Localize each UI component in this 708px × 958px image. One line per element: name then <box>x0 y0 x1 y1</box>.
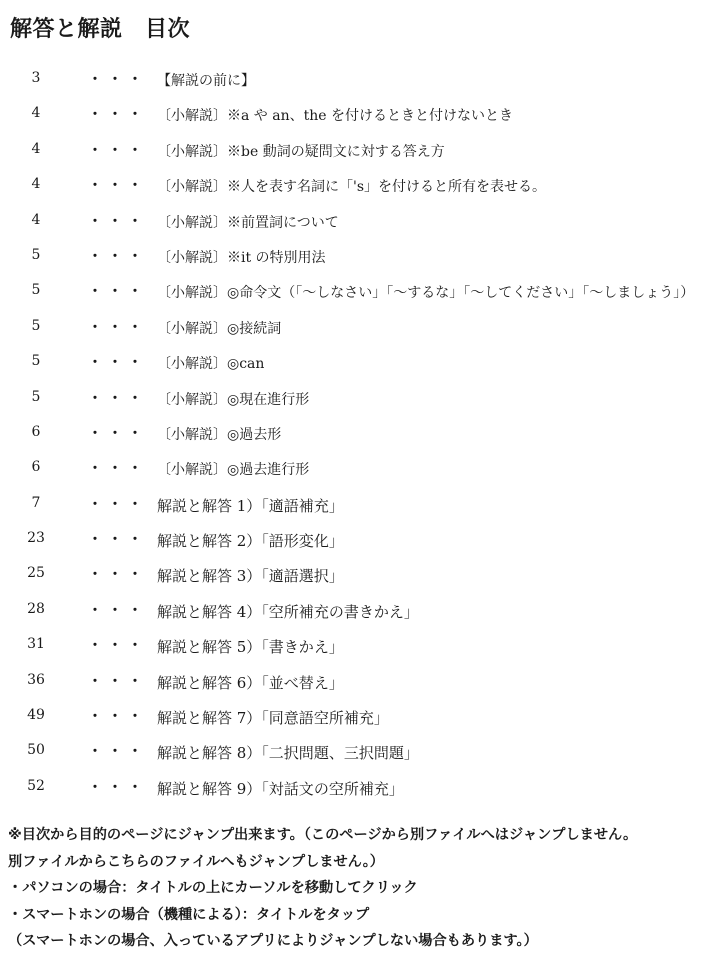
toc-leader-dots: ・・・ <box>88 532 148 549</box>
toc-leader-dots: ・・・ <box>88 142 148 159</box>
usage-note-line: 別ファイルからこちらのファイルへもジャンプしません。） <box>8 853 384 870</box>
toc-entry[interactable] <box>0 520 708 555</box>
toc-entry[interactable] <box>0 732 708 767</box>
toc-leader-dots: ・・・ <box>88 178 148 195</box>
toc-leader-dots: ・・・ <box>88 461 148 478</box>
toc-title-link[interactable]: 〔小解説〕※a や an、the を付けるときと付けないとき <box>157 108 513 125</box>
usage-note-line: ・パソコンの場合：タイトルの上にカーソルを移動してクリック <box>8 880 418 896</box>
page-title: 解答と解説 目次 <box>10 17 191 42</box>
toc-title-link[interactable]: 解説と解答 2）「語形変化」 <box>157 532 344 551</box>
toc-entry[interactable] <box>0 166 708 201</box>
toc-leader-dots: ・・・ <box>88 107 148 124</box>
toc-leader-dots: ・・・ <box>88 779 148 796</box>
toc-entry[interactable] <box>0 449 708 484</box>
toc-title-link[interactable]: 〔小解説〕◎過去形 <box>157 426 282 443</box>
toc-page-number: 6 <box>31 459 41 476</box>
toc-page-number: 23 <box>27 530 45 547</box>
toc-entry[interactable] <box>0 272 708 307</box>
toc-leader-dots: ・・・ <box>88 709 148 726</box>
toc-title-link[interactable]: 〔小解説〕◎命令文（「～しなさい」「～するな」「～してください」「～しましょう」） <box>157 285 695 302</box>
toc-title-link[interactable]: 解説と解答 6）「並べ替え」 <box>157 673 344 692</box>
toc-leader-dots: ・・・ <box>88 673 148 690</box>
toc-page-number: 3 <box>31 70 41 86</box>
toc-entry[interactable] <box>0 626 708 661</box>
toc-list <box>0 60 708 803</box>
toc-leader-dots: ・・・ <box>88 248 148 265</box>
toc-leader-dots: ・・・ <box>88 425 148 442</box>
toc-entry[interactable] <box>0 60 708 95</box>
toc-leader-dots: ・・・ <box>88 496 148 513</box>
toc-leader-dots: ・・・ <box>88 355 148 372</box>
toc-page-number: 5 <box>31 246 41 263</box>
toc-title-link[interactable]: 〔小解説〕※前置詞について <box>157 214 339 231</box>
toc-title-link[interactable]: 〔小解説〕※be 動詞の疑問文に対する答え方 <box>157 143 445 160</box>
toc-leader-dots: ・・・ <box>88 284 148 301</box>
toc-page-number: 5 <box>31 353 41 370</box>
toc-title-link[interactable]: 〔小解説〕◎現在進行形 <box>157 391 310 408</box>
toc-page-number: 25 <box>27 565 45 582</box>
toc-entry[interactable] <box>0 555 708 590</box>
toc-title-link[interactable]: 解説と解答 3）「適語選択」 <box>157 567 344 586</box>
toc-title-link[interactable]: 〔小解説〕※人を表す名詞に「's」を付けると所有を表せる。 <box>157 179 547 196</box>
toc-entry[interactable] <box>0 768 708 803</box>
toc-entry[interactable] <box>0 379 708 414</box>
toc-title-link[interactable]: 解説と解答 5）「書きかえ」 <box>157 638 344 657</box>
toc-leader-dots: ・・・ <box>88 72 148 88</box>
toc-title-link[interactable]: 【解説の前に】 <box>157 73 255 89</box>
toc-title-link[interactable]: 解説と解答 8）「二択問題、三択問題」 <box>157 744 419 763</box>
toc-title-link[interactable]: 〔小解説〕◎過去進行形 <box>157 462 310 479</box>
toc-page-number: 7 <box>31 494 41 511</box>
toc-entry[interactable] <box>0 697 708 732</box>
toc-title-link[interactable]: 〔小解説〕※it の特別用法 <box>157 249 326 266</box>
toc-title-link[interactable]: 解説と解答 4）「空所補充の書きかえ」 <box>157 602 419 621</box>
toc-leader-dots: ・・・ <box>88 213 148 230</box>
usage-note-line: ※目次から目的のページにジャンプ出来ます。（このページから別ファイルへはジャンプしません。 <box>8 827 638 843</box>
toc-leader-dots: ・・・ <box>88 390 148 407</box>
toc-entry[interactable] <box>0 237 708 272</box>
usage-note-line: ・スマートホンの場合（機種による）：タイトルをタップ <box>8 906 370 923</box>
toc-leader-dots: ・・・ <box>88 602 148 619</box>
toc-page-number: 36 <box>27 671 45 688</box>
toc-page-number: 5 <box>31 388 41 405</box>
toc-title-link[interactable]: 解説と解答 9）「対話文の空所補充」 <box>157 779 404 798</box>
toc-entry[interactable] <box>0 131 708 166</box>
toc-page-number: 4 <box>31 105 41 122</box>
toc-entry[interactable] <box>0 95 708 130</box>
toc-page-number: 4 <box>31 140 41 157</box>
toc-leader-dots: ・・・ <box>88 319 148 336</box>
toc-page-number: 49 <box>27 707 45 724</box>
toc-title-link[interactable]: 解説と解答 7）「同意語空所補充」 <box>157 709 389 728</box>
toc-entry[interactable] <box>0 485 708 520</box>
toc-page-number: 31 <box>27 636 45 653</box>
toc-entry[interactable] <box>0 414 708 449</box>
toc-leader-dots: ・・・ <box>88 567 148 584</box>
toc-page-number: 5 <box>31 282 41 299</box>
toc-page-number: 6 <box>31 423 41 440</box>
toc-entry[interactable] <box>0 343 708 378</box>
toc-title-link[interactable]: 解説と解答 1）「適語補充」 <box>157 496 344 515</box>
toc-page-number: 4 <box>31 176 41 193</box>
toc-page-number: 52 <box>27 777 45 794</box>
toc-entry[interactable] <box>0 308 708 343</box>
toc-leader-dots: ・・・ <box>88 638 148 655</box>
toc-page-number: 28 <box>27 600 45 617</box>
toc-leader-dots: ・・・ <box>88 744 148 761</box>
toc-entry[interactable] <box>0 202 708 237</box>
toc-page-number: 5 <box>31 317 41 334</box>
usage-note-line: （スマートホンの場合、入っているアプリによりジャンプしない場合もあります。） <box>8 933 538 949</box>
usage-note <box>8 822 706 955</box>
toc-title-link[interactable]: 〔小解説〕◎接続詞 <box>157 320 282 337</box>
toc-title-link[interactable]: 〔小解説〕◎can <box>157 356 265 373</box>
toc-entry[interactable] <box>0 591 708 626</box>
toc-entry[interactable] <box>0 662 708 697</box>
toc-page-number: 50 <box>27 742 45 759</box>
toc-page-number: 4 <box>31 211 41 228</box>
